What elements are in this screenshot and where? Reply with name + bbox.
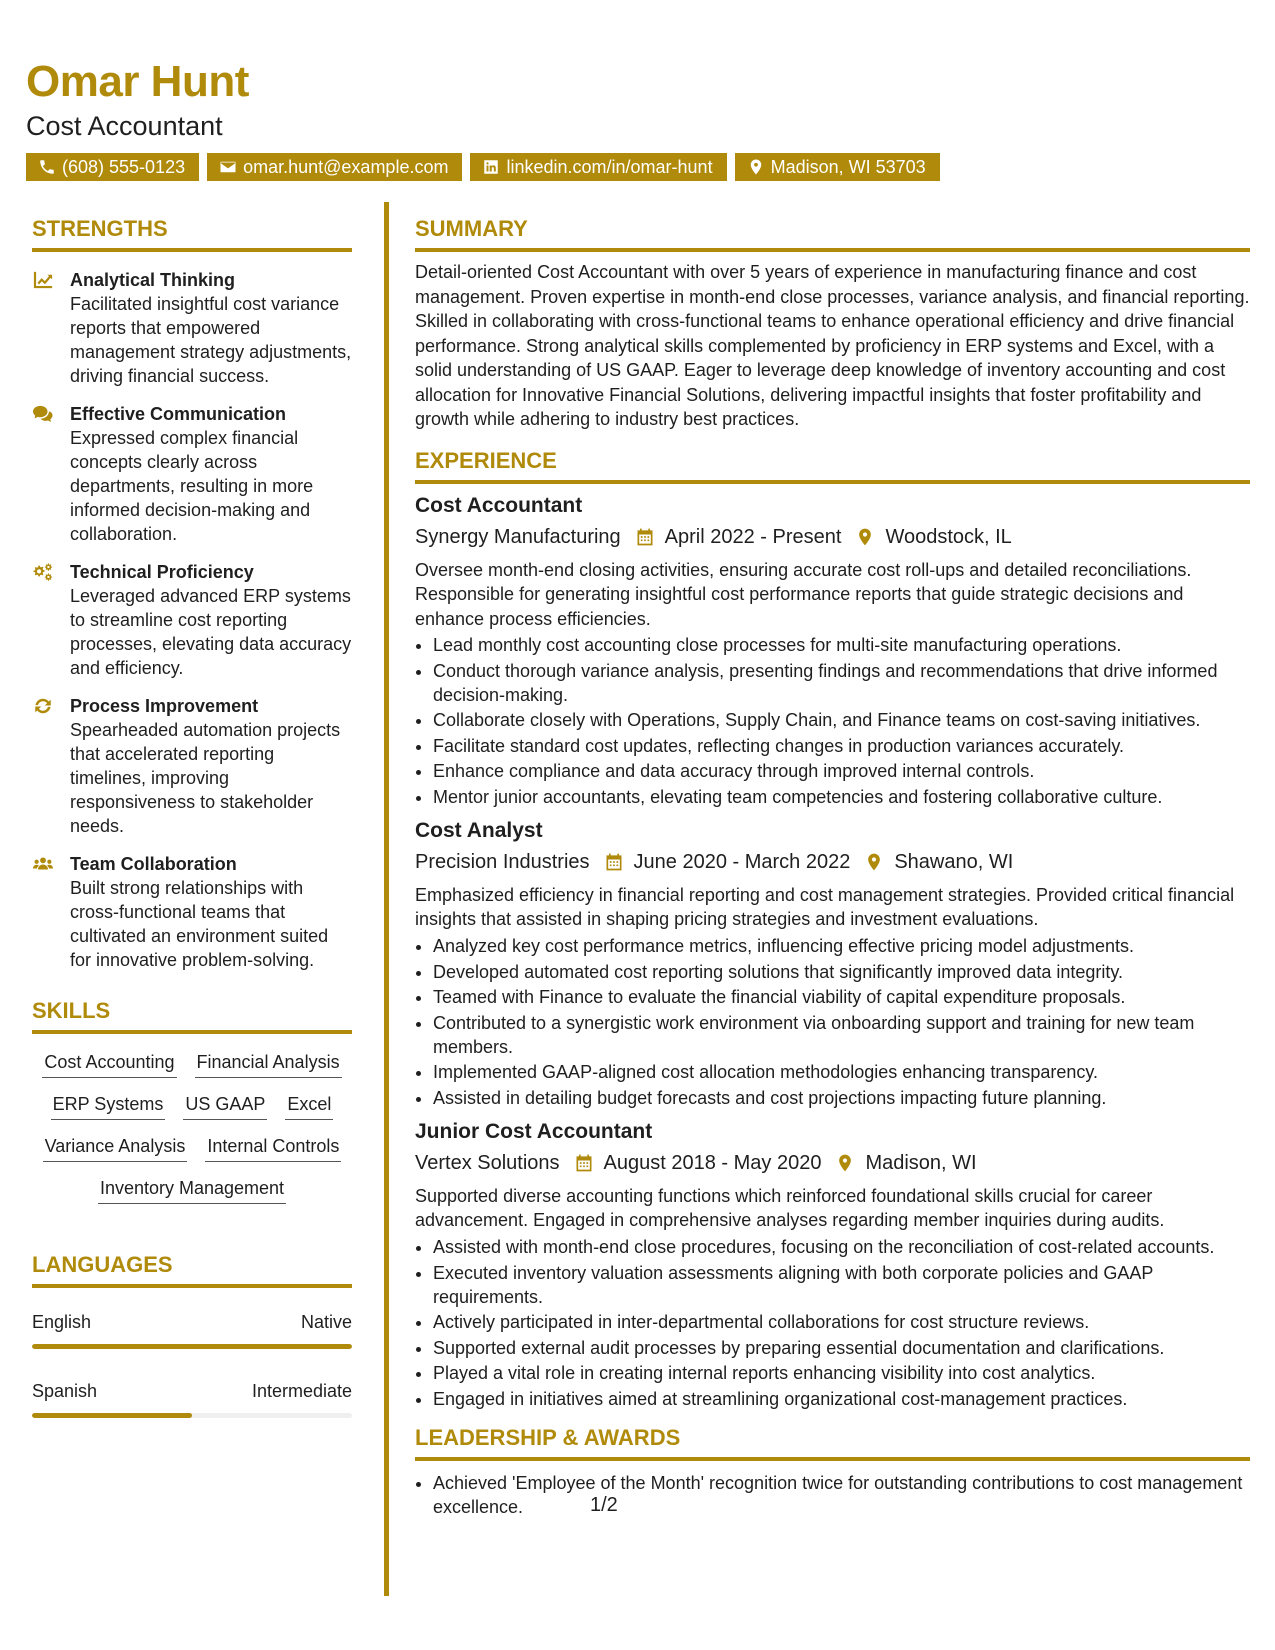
- strength-item: [32, 402, 352, 546]
- job-location: Madison, WI: [865, 1151, 977, 1174]
- right-column: [415, 218, 1250, 1521]
- leadership-bullet: • Achieved 'Employee of the Month' recognition twice for outstanding contributions to cost management excellence.: [433, 1471, 1250, 1519]
- skill-tag: US GAAP: [183, 1092, 267, 1120]
- gears-icon: [32, 562, 54, 582]
- language-proficiency-fill: [32, 1344, 352, 1349]
- skill-tag: ERP Systems: [51, 1092, 166, 1120]
- language-level: Intermediate: [251, 1381, 352, 1401]
- strength-title: Technical Proficiency: [70, 562, 254, 582]
- job-bullet: • Assisted in detailing budget forecasts and cost projections impacting future planning.: [433, 1086, 1250, 1110]
- job-title: Cost Accountant: [415, 493, 583, 517]
- job-bullet: • Actively participated in inter-departmental collaborations for cost structure reviews.: [433, 1310, 1250, 1334]
- job-bullet: • Collaborate closely with Operations, Supply Chain, and Finance teams on cost-saving initiatives.: [433, 708, 1250, 732]
- candidate-title: Cost Accountant: [26, 111, 223, 141]
- job-bullets: [415, 1235, 1250, 1411]
- contact-location[interactable]: [735, 153, 940, 181]
- job-bullet: • Lead monthly cost accounting close processes for multi-site manufacturing operations.: [433, 633, 1250, 657]
- contact-phone[interactable]: [26, 153, 199, 181]
- job-company: Precision Industries: [415, 850, 590, 873]
- chart-line-icon: [32, 270, 54, 290]
- strength-desc: Expressed complex financial concepts clearly across departments, resulting in more informed decision-making and collaboration.: [70, 428, 314, 544]
- strength-title: Analytical Thinking: [70, 270, 236, 290]
- contact-phone-text: (608) 555-0123: [62, 157, 186, 177]
- language-proficiency-bar: [32, 1344, 352, 1349]
- strength-item: [32, 560, 352, 680]
- contact-email-text: omar.hunt@example.com: [243, 157, 449, 177]
- left-column: [32, 218, 352, 1418]
- job-location: Shawano, WI: [894, 850, 1014, 873]
- skill-tag: Excel: [285, 1092, 333, 1120]
- contact-linkedin-text: linkedin.com/in/omar-hunt: [506, 157, 713, 177]
- language-name: Spanish: [32, 1381, 98, 1401]
- job-bullet: • Engaged in initiatives aimed at streamlining organizational cost-management practices.: [433, 1387, 1250, 1411]
- envelope-icon: [219, 158, 237, 176]
- job-bullet: • Teamed with Finance to evaluate the financial viability of capital expenditure proposals.: [433, 985, 1250, 1009]
- job-bullet: • Implemented GAAP-aligned cost allocation methodologies enhancing transparency.: [433, 1060, 1250, 1084]
- map-pin-icon: [835, 1153, 855, 1173]
- summary-text: Detail-oriented Cost Accountant with over 5 years of experience in manufacturing finance and cost management. Proven expertise in month-end close processes, variance analysis, and financial reporting. Skilled in collaborating with cross-functional teams to enhance operational efficiency and drive financial performance. Strong analytical skills complemented by proficiency in ERP systems and Excel, with a solid understanding of US GAAP. Eager to leverage deep knowledge of inventory accounting and cost allocation for Innovative Financial Solutions, delivering impactful insights that foster profitability and growth while adhering to industry best practices.: [415, 262, 1250, 429]
- map-pin-icon: [747, 158, 765, 176]
- skills-list: [32, 1050, 352, 1204]
- skill-tag: Cost Accounting: [42, 1050, 176, 1078]
- comments-icon: [32, 404, 54, 424]
- strength-item: [32, 268, 352, 388]
- map-pin-icon: [855, 527, 875, 547]
- strength-desc: Spearheaded automation projects that accelerated reporting timelines, improving responsiveness to stakeholder needs.: [70, 720, 341, 836]
- leadership-bullets: [415, 1471, 1250, 1519]
- skills-heading: SKILLS: [32, 1000, 352, 1034]
- job-company: Vertex Solutions: [415, 1151, 560, 1174]
- page-number: 1/2: [590, 1494, 618, 1516]
- job-bullet: • Played a vital role in creating internal reports enhancing visibility into cost analytics.: [433, 1361, 1250, 1385]
- leadership-heading: LEADERSHIP & AWARDS: [415, 1427, 1250, 1461]
- skill-tag: Inventory Management: [98, 1176, 286, 1204]
- calendar-icon: [574, 1153, 594, 1173]
- skill-tag: Internal Controls: [205, 1134, 341, 1162]
- job-dates: April 2022 - Present: [664, 525, 842, 548]
- job-bullets: [415, 934, 1250, 1110]
- contact-bar: [26, 153, 940, 181]
- contact-email[interactable]: [207, 153, 462, 181]
- job-bullets: [415, 633, 1250, 809]
- job-entry: [415, 817, 1250, 1110]
- calendar-icon: [604, 852, 624, 872]
- refresh-icon: [32, 696, 54, 716]
- job-bullet: • Contributed to a synergistic work environment via onboarding support and training for new team members.: [433, 1011, 1250, 1059]
- linkedin-icon: [482, 158, 500, 176]
- job-bullet: • Assisted with month-end close procedures, focusing on the reconciliation of cost-related accounts.: [433, 1235, 1250, 1259]
- job-bullet: • Supported external audit processes by preparing essential documentation and clarifications.: [433, 1336, 1250, 1360]
- skill-tag: Variance Analysis: [43, 1134, 188, 1162]
- language-level: Native: [300, 1312, 352, 1332]
- strengths-heading: STRENGTHS: [32, 218, 352, 252]
- experience-heading: EXPERIENCE: [415, 450, 1250, 484]
- strength-title: Effective Communication: [70, 404, 287, 424]
- language-name: English: [32, 1312, 92, 1332]
- job-bullet: • Mentor junior accountants, elevating team competencies and fostering collaborative culture.: [433, 785, 1250, 809]
- summary-heading: SUMMARY: [415, 218, 1250, 252]
- strength-desc: Built strong relationships with cross-functional teams that cultivated an environment suited for innovative problem-solving.: [70, 878, 329, 970]
- job-description: Oversee month-end closing activities, ensuring accurate cost roll-ups and detailed reconciliations. Responsible for generating insightful cost performance reports that guide strategic decisions and enhance process efficiencies.: [415, 559, 1192, 629]
- strength-desc: Facilitated insightful cost variance reports that empowered management strategy adjustments, driving financial success.: [70, 294, 352, 386]
- job-location: Woodstock, IL: [885, 525, 1012, 548]
- job-dates: June 2020 - March 2022: [633, 850, 851, 873]
- map-pin-icon: [864, 852, 884, 872]
- job-bullet: • Enhance compliance and data accuracy through improved internal controls.: [433, 759, 1250, 783]
- job-title: Junior Cost Accountant: [415, 1119, 653, 1143]
- job-entry: [415, 492, 1250, 809]
- job-bullet: • Developed automated cost reporting solutions that significantly improved data integrity.: [433, 960, 1250, 984]
- contact-location-text: Madison, WI 53703: [770, 157, 926, 177]
- language-proficiency-bar: [32, 1413, 352, 1418]
- candidate-name: Omar Hunt: [26, 57, 249, 106]
- language-proficiency-fill: [32, 1413, 192, 1418]
- strength-item: [32, 852, 352, 972]
- calendar-icon: [635, 527, 655, 547]
- language-item: [32, 1379, 352, 1418]
- job-bullet: • Analyzed key cost performance metrics, influencing effective pricing model adjustments.: [433, 934, 1250, 958]
- users-icon: [32, 854, 54, 874]
- job-company: Synergy Manufacturing: [415, 525, 621, 548]
- strength-title: Process Improvement: [70, 696, 259, 716]
- languages-heading: LANGUAGES: [32, 1254, 352, 1288]
- skill-tag: Financial Analysis: [195, 1050, 342, 1078]
- job-entry: [415, 1118, 1250, 1411]
- phone-icon: [38, 158, 56, 176]
- strength-title: Team Collaboration: [70, 854, 237, 874]
- strength-desc: Leveraged advanced ERP systems to streamline cost reporting processes, elevating data accuracy and efficiency.: [70, 586, 352, 678]
- strength-item: [32, 694, 352, 838]
- job-dates: August 2018 - May 2020: [603, 1151, 822, 1174]
- job-bullet: • Executed inventory valuation assessments aligning with both corporate policies and GAAP requirements.: [433, 1261, 1250, 1309]
- job-bullet: • Facilitate standard cost updates, reflecting changes in production variances accurately.: [433, 734, 1250, 758]
- contact-linkedin[interactable]: [470, 153, 726, 181]
- job-description: Supported diverse accounting functions which reinforced foundational skills crucial for career advancement. Engaged in comprehensive analyses regarding member inquiries during audits.: [415, 1185, 1165, 1231]
- column-divider: [384, 202, 389, 1596]
- job-bullet: • Conduct thorough variance analysis, presenting findings and recommendations that drive informed decision-making.: [433, 659, 1250, 707]
- job-title: Cost Analyst: [415, 818, 543, 842]
- job-description: Emphasized efficiency in financial reporting and cost management strategies. Provided critical financial insights that assisted in shaping pricing strategies and investment evaluations.: [415, 884, 1235, 930]
- language-item: [32, 1310, 352, 1349]
